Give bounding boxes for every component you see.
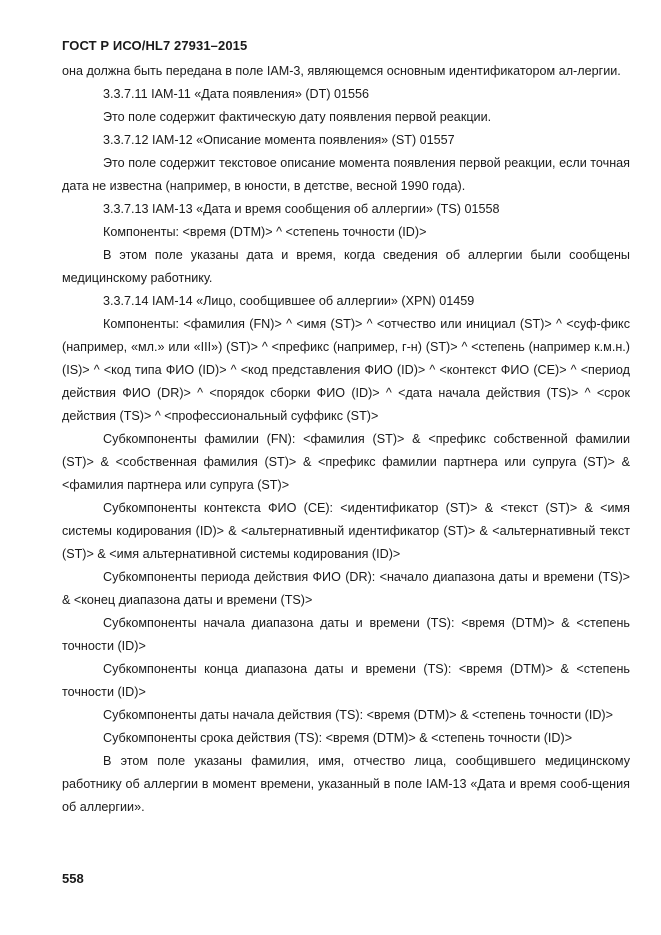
paragraph: Субкомпоненты срока действия (TS): <время (DTM)> & <степень точности (ID)> — [103, 731, 573, 745]
document-body — [62, 60, 630, 819]
paragraph: В этом поле указаны фамилия, имя, отчество лица, сообщившего медицинскому работнику об аллергии в момент времени, указанный в поле IAM-13 «Дата и время сооб-щения об аллергии». — [62, 754, 630, 814]
paragraph: Компоненты: <фамилия (FN)> ^ <имя (ST)> ^ <отчество или инициал (ST)> ^ <суф-фикс (например, «мл.» или «III») (ST)> ^ <префикс (например, г-н) (ST)> ^ <степень (например к.м.н.) (IS)> ^ <код типа ФИО (ID)> ^ <код представления ФИО (ID)> ^ <контекст ФИО (CE)> ^ <период действия ФИО (DR)> ^ <порядок сборки ФИО (ID)> ^ <дата начала действия (TS)> ^ <срок действия (TS)> ^ <профессиональный суффикс (ST)> — [62, 317, 630, 423]
paragraph: Субкомпоненты конца диапазона даты и времени (TS): <время (DTM)> & <степень точности (ID)> — [62, 662, 630, 699]
section-heading-3-3-7-12: 3.3.7.12 IAM-12 «Описание момента появления» (ST) 01557 — [103, 133, 455, 147]
paragraph: Это поле содержит фактическую дату появления первой реакции. — [103, 110, 492, 124]
paragraph: Это поле содержит текстовое описание момента появления первой реакции, если точная дата не известна (например, в юности, в детстве, весной 1990 года). — [62, 156, 630, 193]
paragraph: Субкомпоненты контекста ФИО (CE): <идентификатор (ST)> & <текст (ST)> & <имя системы кодирования (ID)> & <альтернативный идентификатор (ST)> & <альтернативный текст (ST)> & <имя альтернативной системы кодирования (ID)> — [62, 501, 630, 561]
paragraph: она должна быть передана в поле IAM-3, являющемся основным идентификатором ал-лергии. — [62, 64, 621, 78]
page-number: 558 — [62, 871, 84, 886]
paragraph: Субкомпоненты даты начала действия (TS): <время (DTM)> & <степень точности (ID)> — [103, 708, 613, 722]
section-heading-3-3-7-13: 3.3.7.13 IAM-13 «Дата и время сообщения об аллергии» (TS) 01558 — [103, 202, 500, 216]
section-heading-3-3-7-11: 3.3.7.11 IAM-11 «Дата появления» (DT) 01556 — [103, 87, 370, 101]
document-header: ГОСТ Р ИСО/HL7 27931–2015 — [62, 38, 248, 53]
paragraph: Субкомпоненты фамилии (FN): <фамилия (ST)> & <префикс собственной фамилии (ST)> & <собственная фамилия (ST)> & <префикс фамилии партнера или супруга (ST)> & <фамилия партнера или супруга (ST)> — [62, 432, 630, 492]
paragraph: Субкомпоненты начала диапазона даты и времени (TS): <время (DTM)> & <степень точности (ID)> — [62, 616, 630, 653]
paragraph: Субкомпоненты периода действия ФИО (DR): <начало диапазона даты и времени (TS)> & <конец диапазона даты и времени (TS)> — [62, 570, 630, 607]
paragraph: Компоненты: <время (DTM)> ^ <степень точности (ID)> — [103, 225, 427, 239]
paragraph: В этом поле указаны дата и время, когда сведения об аллергии были сообщены медицинскому работнику. — [62, 248, 630, 285]
section-heading-3-3-7-14: 3.3.7.14 IAM-14 «Лицо, сообщившее об аллергии» (XPN) 01459 — [103, 294, 475, 308]
